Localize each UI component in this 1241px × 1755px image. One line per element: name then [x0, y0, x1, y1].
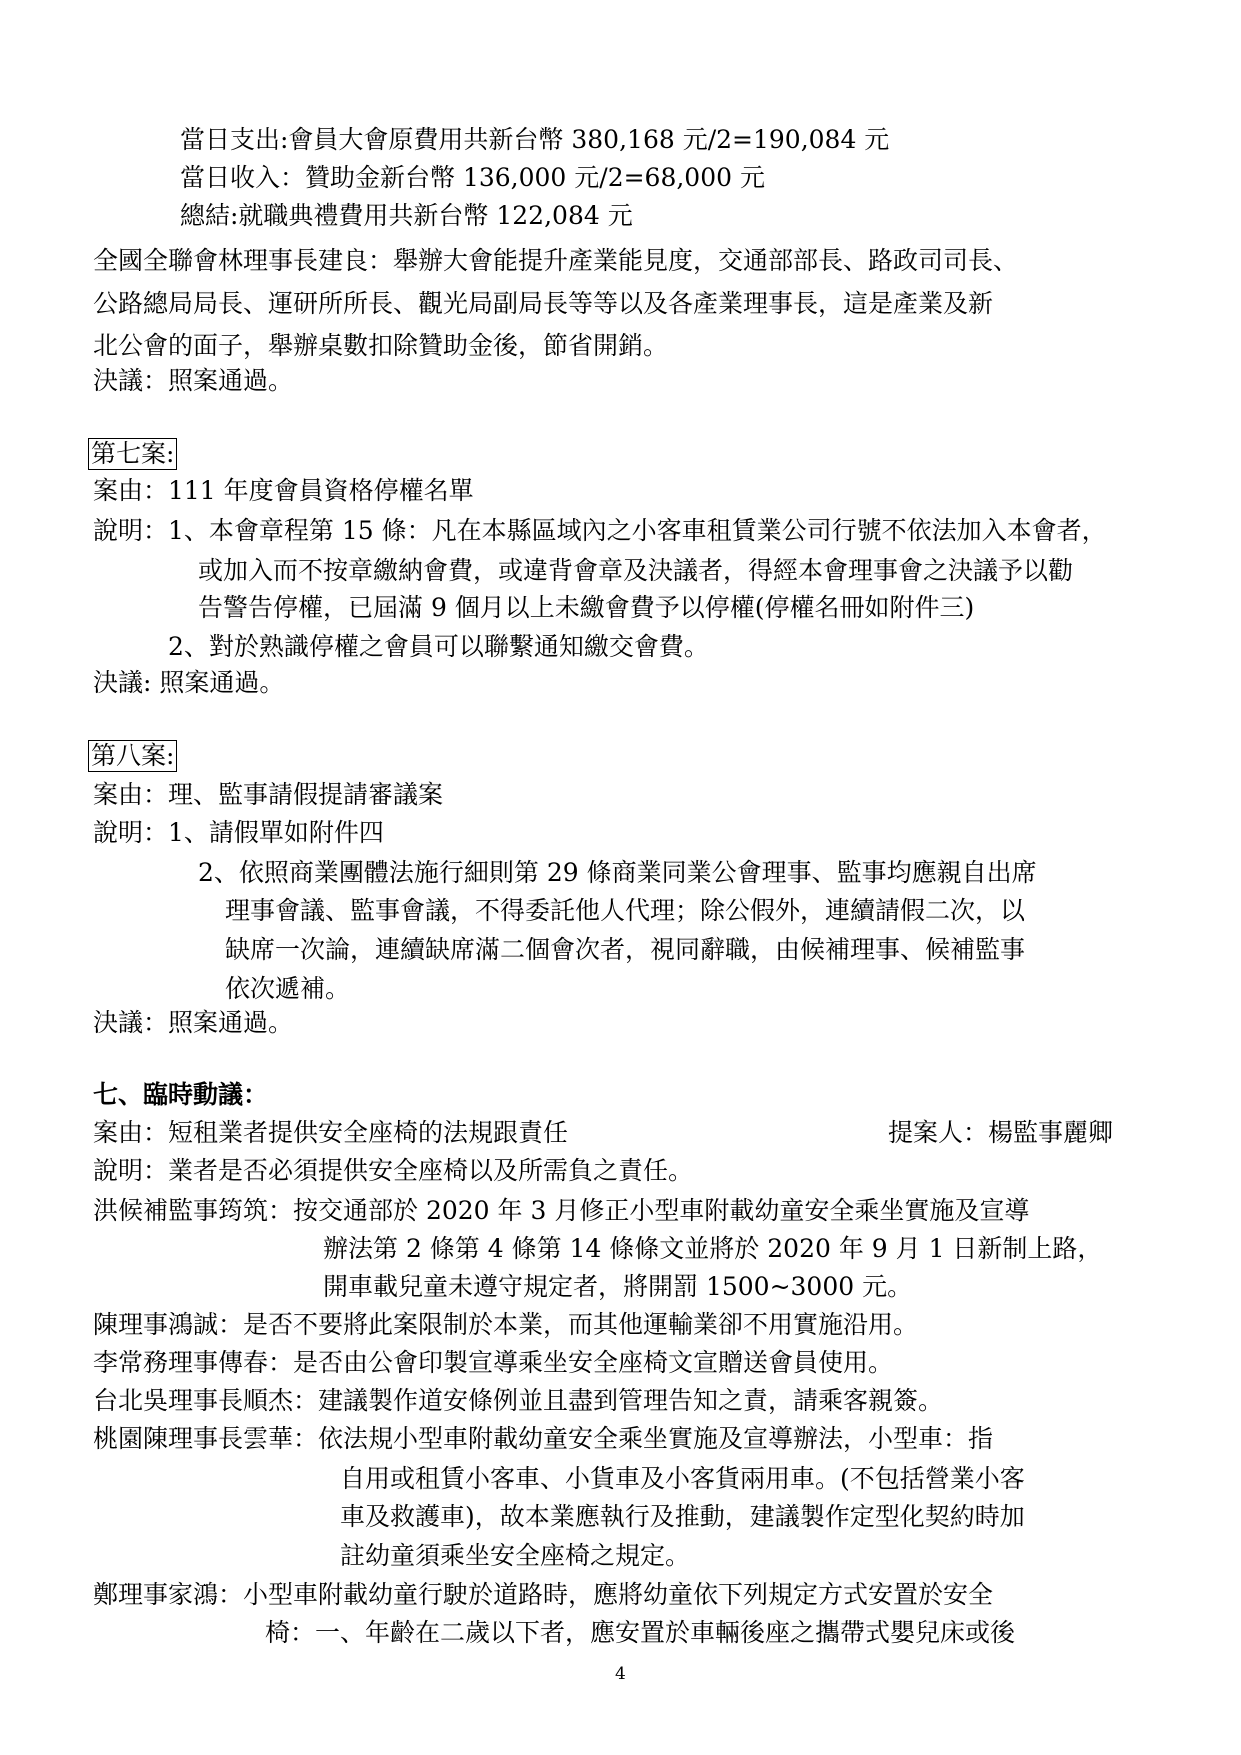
- motion-proposer: 提案人：楊監事麗卿: [888, 1118, 1114, 1147]
- case7-subject: 案由：111 年度會員資格停權名單: [93, 476, 474, 505]
- resolution-case6: 決議：照案通過。: [93, 366, 294, 395]
- motion-subject: 案由：短租業者提供安全座椅的法規跟責任: [93, 1118, 569, 1147]
- case8-note-line-2: 2、依照商業團體法施行細則第 29 條商業同業公會理事、監事均應親自出席: [198, 858, 1037, 887]
- case7-note-line-1: 說明：1、本會章程第 15 條：凡在本縣區域內之小客車租賃業公司行號不依法加入本會者，: [93, 516, 1107, 545]
- summary-expense: 當日支出:會員大會原費用共新台幣 380,168 元/2=190,084 元: [180, 125, 890, 154]
- li-remark: 李常務理事傳春：是否由公會印製宣導乘坐安全座椅文宣贈送會員使用。: [93, 1348, 894, 1377]
- chen-remark: 陳理事鴻誠：是否不要將此案限制於本業，而其他運輸業卻不用實施沿用。: [93, 1310, 919, 1339]
- remark-lin-line-1: 全國全聯會林理事長建良：舉辦大會能提升產業能見度，交通部部長、路政司司長、: [93, 246, 1019, 275]
- taoyuan-line-4: 註幼童須乘坐安全座椅之規定。: [340, 1541, 691, 1570]
- case8-note-line-4: 缺席一次論，連續缺席滿二個會次者，視同辭職，由候補理事、候補監事: [225, 935, 1026, 964]
- case7-note-line-2: 或加入而不按章繳納會費，或違背會章及決議者，得經本會理事會之決議予以勸: [198, 556, 1074, 585]
- case8-note-line-1: 說明：1、請假單如附件四: [93, 818, 384, 847]
- wu-remark: 台北吳理事長順杰：建議製作道安條例並且盡到管理告知之責，請乘客親簽。: [93, 1386, 944, 1415]
- summary-total: 總結:就職典禮費用共新台幣 122,084 元: [180, 201, 633, 230]
- summary-income: 當日收入：贊助金新台幣 136,000 元/2=68,000 元: [180, 163, 765, 192]
- motion-note: 說明：業者是否必須提供安全座椅以及所需負之責任。: [93, 1156, 694, 1185]
- hong-line-1: 洪候補監事筠筑：按交通部於 2020 年 3 月修正小型車附載幼童安全乘坐實施及宣導: [93, 1196, 1030, 1225]
- case8-resolution: 決議：照案通過。: [93, 1008, 294, 1037]
- zheng-line-2: 椅：一、年齡在二歲以下者，應安置於車輛後座之攜帶式嬰兒床或後: [265, 1618, 1016, 1647]
- motion-heading: 七、臨時動議：: [93, 1080, 269, 1109]
- taoyuan-line-1: 桃園陳理事長雲華：依法規小型車附載幼童安全乘坐實施及宣導辦法，小型車：指: [93, 1424, 994, 1453]
- case7-note-line-4: 2、對於熟識停權之會員可以聯繫通知繳交會費。: [168, 632, 709, 661]
- hong-line-3: 開車載兒童未遵守規定者，將開罰 1500~3000 元。: [323, 1272, 913, 1301]
- case7-resolution: 決議: 照案通過。: [93, 668, 285, 697]
- case8-note-line-3: 理事會議、監事會議，不得委託他人代理；除公假外，連續請假二次，以: [225, 896, 1026, 925]
- remark-lin-line-3: 北公會的面子，舉辦桌數扣除贊助金後，節省開銷。: [93, 331, 669, 360]
- zheng-line-1: 鄭理事家鴻：小型車附載幼童行駛於道路時，應將幼童依下列規定方式安置於安全: [93, 1580, 994, 1609]
- case7-note-line-3: 告警告停權，已屆滿 9 個月以上未繳會費予以停權(停權名冊如附件三): [198, 593, 975, 622]
- case8-subject: 案由：理、監事請假提請審議案: [93, 780, 444, 809]
- remark-lin-line-2: 公路總局局長、運研所所長、觀光局副局長等等以及各產業理事長，這是產業及新: [93, 289, 994, 318]
- case8-note-line-5: 依次遞補。: [225, 974, 351, 1003]
- case8-header: 第八案:: [88, 740, 177, 770]
- taoyuan-line-3: 車及救護車)，故本業應執行及推動，建議製作定型化契約時加: [340, 1502, 1025, 1531]
- page-number: 4: [615, 1664, 626, 1684]
- case7-header: 第七案:: [88, 438, 177, 468]
- taoyuan-line-2: 自用或租賃小客車、小貨車及小客貨兩用車。(不包括營業小客: [340, 1464, 1025, 1493]
- hong-line-2: 辦法第 2 條第 4 條第 14 條條文並將於 2020 年 9 月 1 日新制上路，: [323, 1234, 1103, 1263]
